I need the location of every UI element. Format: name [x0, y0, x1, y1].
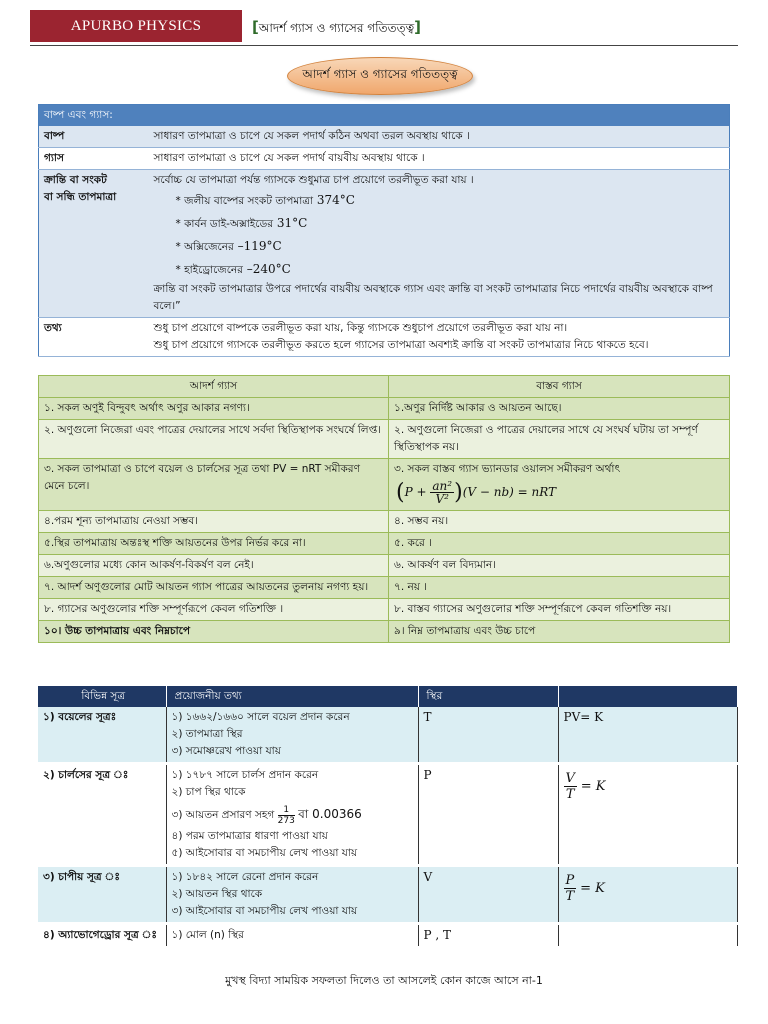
vapor-gas-table: [38, 104, 730, 357]
ideal-cell: ৫.স্থির তাপমাত্রায় অন্তঃস্থ শক্তি আয়তনের উপর নির্ভর করে না।: [39, 533, 389, 555]
real-cell: ৮. বাস্তব গ্যাসের অণুগুলোর শক্তি সম্পূর্ণরূপে কেবল গতিশক্তি নয়।: [389, 599, 730, 621]
law-info: ১) মোল (n) স্থির: [166, 924, 418, 948]
law-constant: V: [418, 866, 558, 924]
row-key: তথ্য: [39, 318, 149, 357]
real-cell: ২. অণুগুলো নিজেরা ও পাত্রের দেয়ালের সাথে যে সংঘর্ষ ঘটায় তা সম্পূর্ণ স্থিতিস্থাপক নয়।: [389, 420, 730, 459]
table-row: [39, 459, 730, 511]
ideal-cell: ২. অণুগুলো নিজেরা এবং পাত্রের দেয়ালের সাথে সর্বদা স্থিতিস্থাপক সংঘর্ষে লিপ্ত।: [39, 420, 389, 459]
real-cell: ৬. আকর্ষণ বল বিদ্যমান।: [389, 555, 730, 577]
real-cell: ৯। নিম্ন তাপমাত্রায় এবং উচ্চ চাপে: [389, 621, 730, 643]
col-header-real: বাস্তব গ্যাস: [389, 376, 730, 398]
ideal-cell: ৮. গ্যাসের অণুগুলোর শক্তি সম্পূর্ণরূপে কেবল গতিশক্তি ।: [39, 599, 389, 621]
law-formula: [558, 924, 738, 948]
table-row: [39, 577, 730, 599]
ideal-real-gas-table: [38, 375, 730, 643]
page-footer: মুখস্থ বিদ্যা সাময়িক সফলতা দিলেও তা আসলেই কোন কাজে আসে না-1: [225, 974, 543, 987]
fact-line: শুধু চাপ প্রয়োগে গ্যাসকে তরলীভূত করতে হলে গ্যাসের তাপমাত্রা অবশ্যই ক্রান্তি বা সংকট তাপমাত্রার নিচে থাকতে হবে।: [153, 339, 649, 351]
real-cell: [389, 459, 730, 511]
row-key: গ্যাস: [39, 148, 149, 170]
row-key: [39, 170, 149, 318]
bracket-open: [: [252, 18, 259, 36]
critical-content: [149, 170, 730, 318]
law-formula: PV= K: [558, 707, 738, 764]
table-row: [39, 533, 730, 555]
ideal-cell: ৭. আদর্শ অণুগুলোর মোট আয়তন গ্যাস পাত্রের আয়তনের তুলনায় নগণ্য হয়।: [39, 577, 389, 599]
fact-line: শুধু চাপ প্রয়োগে বাষ্পকে তরলীভূত করা যায়, কিন্তু গ্যাসকে শুধুচাপ প্রয়োগে তরলীভূত করা যায় না।: [153, 322, 568, 334]
law-name: ১) বয়েলের সূত্রঃ: [38, 707, 166, 764]
law-info: ১) ১৬৬২/১৬৬০ সালে বয়েল প্রদান করেন ২) তাপমাত্রা স্থির ৩) সমোষ্ণরেখ পাওয়া যায়: [166, 707, 418, 764]
real-cell: ৪. সম্ভব নয়।: [389, 511, 730, 533]
subtitle-text: আদর্শ গ্যাস ও গ্যাসের গতিতত্ত্ব: [258, 21, 415, 35]
table-row: [38, 707, 738, 764]
ideal-cell: ৬.অণুগুলোর মধ্যে কোন আকর্ষণ-বিকর্ষণ বল নেই।: [39, 555, 389, 577]
table-row: [39, 318, 730, 357]
real-cell: ১.অণুর নির্দিষ্ট আকার ও আয়তন আছে।: [389, 398, 730, 420]
ideal-cell: ১. সকল অণুই বিন্দুবৎ অর্থাৎ অণুর আকার নগণ্য।: [39, 398, 389, 420]
law-info: ১) ১৭৮৭ সালে চার্লস প্রদান করেন ২) চাপ স্থির থাকে ৩) আয়তন প্রসারণ সহগ $\frac{1}{273}$ বা 0.00366 ৪) পরম তাপমাত্রার ধারণা পাওয়া যায় ৫) আইসোবার বা সমচাপীয় লেখ পাওয়া যায়: [166, 764, 418, 866]
ideal-cell: ৪.পরম শূন্য তাপমাত্রায় নেওয়া সম্ভব।: [39, 511, 389, 533]
ideal-cell: ১০। উচ্চ তাপমাত্রায় এবং নিম্নচাপে: [39, 621, 389, 643]
law-name: ৪) অ্যাভোগেড্রোর সূত্র ঃ: [38, 924, 166, 948]
brand-banner: APURBO PHYSICS: [30, 10, 242, 42]
real-cell-text: ৩. সকল বাস্তব গ্যাস ভ্যানডার ওয়ালস সমীকরণ অর্থাৎ: [394, 463, 621, 475]
law-constant: P , T: [418, 924, 558, 948]
table-row: [39, 126, 730, 148]
col-header-law: বিভিন্ন সূত্র: [38, 686, 166, 707]
table-row: [38, 866, 738, 924]
row-text: সাধারণ তাপমাত্রা ও চাপে যে সকল পদার্থ বায়বীয় অবস্থায় থাকে ।: [149, 148, 730, 170]
law-name: ৩) চাপীয় সূত্র ঃ: [38, 866, 166, 924]
col-header-ideal: আদর্শ গ্যাস: [39, 376, 389, 398]
title-pill: আদর্শ গ্যাস ও গ্যাসের গতিতত্ত্ব: [287, 57, 473, 95]
row-text: সাধারণ তাপমাত্রা ও চাপে যে সকল পদার্থ কঠিন অথবা তরল অবস্থায় থাকে ।: [149, 126, 730, 148]
law-info: ১) ১৮৪২ সালে রেনো প্রদান করেন ২) আয়তন স্থির থাকে ৩) আইসোবার বা সমচাপীয় লেখ পাওয়া যায়: [166, 866, 418, 924]
col-header-info: প্রয়োজনীয় তথ্য: [166, 686, 418, 707]
law-formula: $\frac{P}{T}$ = K: [558, 866, 738, 924]
col-header-const: স্থির: [418, 686, 558, 707]
real-cell: ৭. নয় ।: [389, 577, 730, 599]
fact-content: [149, 318, 730, 357]
table-row: [39, 599, 730, 621]
table-heading: বাষ্প এবং গ্যাস:: [39, 105, 730, 127]
law-constant: T: [418, 707, 558, 764]
critical-key-line2: বা সন্ধি তাপমাত্রা: [44, 191, 117, 203]
table-row: [39, 621, 730, 643]
row-key: বাষ্প: [39, 126, 149, 148]
table-row: [39, 420, 730, 459]
table-row: [39, 555, 730, 577]
header-subtitle: [252, 18, 421, 40]
law-formula: $\frac{V}{T}$ = K: [558, 764, 738, 866]
critical-outro: ক্রান্তি বা সংকট তাপমাত্রার উপরে পদার্থের বায়বীয় অবস্থাকে গ্যাস এবং ক্রান্তি বা সংকট তাপমাত্রার নিচে পদার্থের বায়বীয় অবস্থাকে বাষ্প বলে।”: [153, 283, 713, 312]
table-row: [38, 764, 738, 866]
van-der-waals-equation: (P + $\frac{\text{an²}}{\text{V²}}$ )(V − nb) = nRT: [396, 479, 557, 506]
law-name: ২) চার্লসের সূত্র ঃ: [38, 764, 166, 866]
table-row: [38, 924, 738, 948]
critical-item: * কার্বন ডাই-অক্সাইডের 31°C: [175, 216, 308, 230]
col-header-formula: [558, 686, 738, 707]
critical-intro: সর্বোচ্চ যে তাপমাত্রা পর্যন্ত গ্যাসকে শুধুমাত্র চাপ প্রয়োগে তরলীভূত করা যায় ।: [153, 174, 474, 186]
critical-item: * জলীয় বাষ্পের সংকট তাপমাত্রা 374°C: [175, 193, 355, 207]
law-constant: P: [418, 764, 558, 866]
bracket-close: ]: [414, 18, 421, 36]
real-cell: ৫. করে ।: [389, 533, 730, 555]
gas-laws-table: [38, 686, 738, 949]
table-row: [39, 511, 730, 533]
table-row: [39, 170, 730, 318]
critical-item: * অক্সিজেনের –119°C: [175, 239, 282, 253]
page-header: [30, 10, 738, 46]
critical-item: * হাইড্রোজেনের –240°C: [175, 262, 291, 276]
critical-key-line1: ক্রান্তি বা সংকট: [44, 174, 107, 186]
table-row: [39, 148, 730, 170]
ideal-cell: ৩. সকল তাপমাত্রা ও চাপে বয়েল ও চার্লসের সূত্র তথা PV = nRT সমীকরণ মেনে চলে।: [39, 459, 389, 511]
table-row: [39, 398, 730, 420]
